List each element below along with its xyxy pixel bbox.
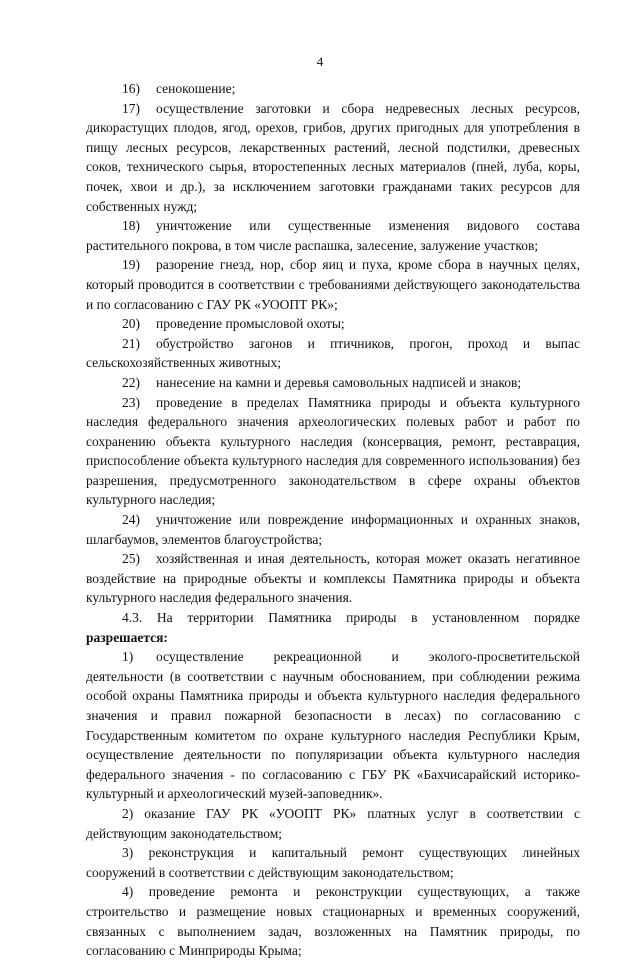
list-item-22 [86,373,580,393]
item-number: 24) [122,512,140,528]
item-text: нанесение на камни и деревья самовольных надписей и знаков; [156,374,522,390]
item-text: уничтожение или существенные изменения видового состава растительного покрова, в том числе распашка, залесение, залужение участков; [86,218,580,253]
list-item-16 [86,79,580,99]
item-number: 22) [122,374,140,390]
item-number: 19) [122,257,140,273]
item-number: 17) [122,100,140,116]
list-item-21 [86,334,580,373]
item-text: проведение ремонта и реконструкции существующих, а также строительство и размещение новых стационарных и временных сооружений, связанных с выполнением задач, возложенных на Памятник природы, по согласованию с Минприроды Крыма; [86,884,580,959]
item-number: 16) [122,81,140,96]
allowed-item-4 [86,882,580,960]
item-number: 20) [122,316,140,332]
section-intro: 4.3. На территории Памятника природы в установленном порядке [122,610,580,626]
item-text: реконструкция и капитальный ремонт существующих линейных сооружений в соответствии с действующим законодательством; [86,845,580,880]
item-text: проведение в пределах Памятника природы и объекта культурного наследия федерального значения археологических полевых работ и работ по сохранению объекта культурного наследия (консервация, ремонт, реставрация, приспособление объекта культурного наследия для современного использования) без разрешения, предусмотренного законодательством в сфере охраны объектов культурного наследия; [86,394,580,508]
allowed-item-1 [86,647,580,804]
item-number: 3) [122,845,134,861]
item-text: хозяйственная и иная деятельность, которая может оказать негативное воздействие на природные объекты и комплексы Памятника природы и объекта культурного наследия федерального значения. [86,551,580,606]
page-number: 4 [316,54,324,69]
allowed-item-3 [86,843,580,882]
item-number: 23) [122,394,140,410]
list-item-19 [86,255,580,314]
list-item-23 [86,393,580,511]
item-number: 21) [122,335,140,351]
item-number: 4) [122,884,134,900]
item-text: осуществление заготовки и сбора недревесных лесных ресурсов, дикорастущих плодов, ягод, орехов, грибов, других пригодных для употребления в пищу лесных ресурсов, лекарственных растений, лесной подстилки, древесных соков, технического сырья, второстепенных лесных материалов (пней, луба, коры, почек, хвои и др.), за исключением заготовки гражданами таких ресурсов для собственных нужд; [86,100,580,214]
list-item-24 [86,510,580,549]
item-text: уничтожение или повреждение информационных и охранных знаков, шлагбаумов, элементов благоустройства; [86,512,580,547]
item-number: 2) [122,805,134,821]
item-number: 1) [122,649,134,665]
section-intro-bold: разрешается: [86,629,168,645]
item-text: разорение гнезд, нор, сбор яиц и пуха, кроме сбора в научных целях, который проводится в соответствии с требованиями действующего законодательства и по согласованию с ГАУ РК «УООПТ РК»; [86,257,580,312]
item-number: 18) [122,218,140,234]
allowed-item-2 [86,804,580,843]
document-body [86,79,580,961]
item-text: сенокошение; [156,81,236,96]
item-text: оказание ГАУ РК «УООПТ РК» платных услуг в соответствии с действующим законодательством; [86,805,581,841]
item-number: 25) [122,551,140,567]
list-item-17 [86,99,580,217]
list-item-18 [86,216,580,255]
item-text: обустройство загонов и птичников, прогон, проход и выпас сельскохозяйственных животных; [86,335,580,371]
list-item-20 [86,314,580,334]
section-heading [86,608,580,647]
list-item-25 [86,549,580,608]
item-text: проведение промысловой охоты; [156,316,345,332]
item-text: осуществление рекреационной и эколого-просветительской деятельности (в соответствии с научным обоснованием, при соблюдении режима особой охраны Памятника природы и объекта культурного наследия федерального значения и правил пожарной безопасности в лесах) по согласованию с Государственным комитетом по охране культурного наследия Республики Крым, осуществление деятельности по популяризации объекта культурного наследия федерального значения - по согласованию с ГБУ РК «Бахчисарайский историко-культурный и археологический музей-заповедник». [86,649,580,802]
